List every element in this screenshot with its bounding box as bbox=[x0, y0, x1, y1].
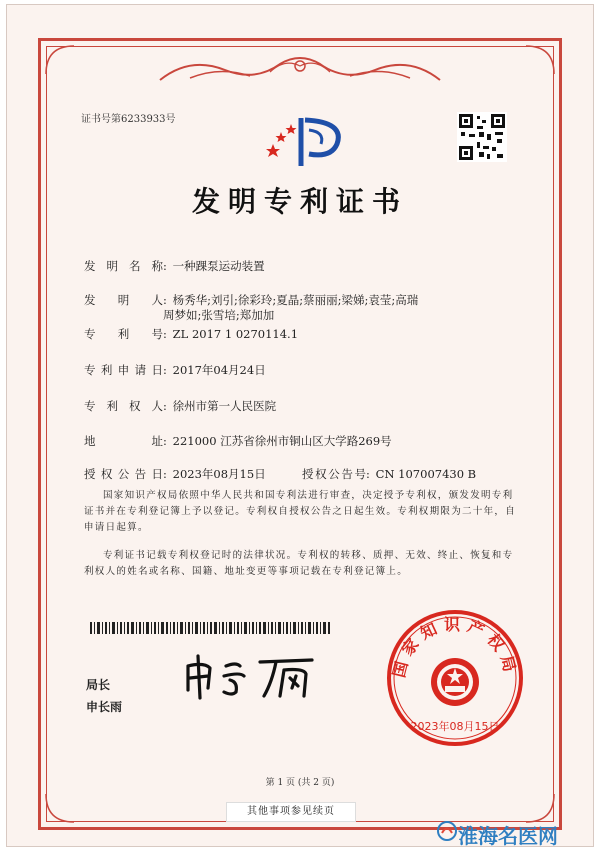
cnipa-logo bbox=[255, 110, 355, 174]
field-label: 专利号 bbox=[84, 327, 163, 341]
top-ornament bbox=[150, 52, 450, 86]
field-row-patent-number: 专利号: ZL 2017 1 0270114.1 bbox=[84, 327, 299, 341]
field-label: 地址 bbox=[84, 434, 163, 448]
field-label: 发明名称 bbox=[84, 259, 163, 273]
watermark-logo-icon bbox=[436, 820, 458, 842]
field-row-grant-date: 授权公告日: 2023年08月15日 bbox=[84, 467, 266, 481]
certificate-title: 发明专利证书 bbox=[191, 185, 408, 218]
corner-ornament-bl bbox=[44, 784, 84, 824]
field-value: 杨秀华;刘引;徐彩玲;夏晶;蔡丽丽;梁娣;袁莹;高瑞 bbox=[172, 293, 419, 307]
field-value-inventors-line2: 周梦如;张雪培;郑加加 bbox=[163, 308, 275, 322]
qr-code bbox=[457, 112, 507, 162]
seal-ring-text: 国家知识产权局 bbox=[389, 614, 521, 680]
certificate-number: 证书号第6233933号 bbox=[81, 114, 176, 125]
site-watermark: 淮海名医网 bbox=[458, 824, 558, 848]
field-row-announcement-number: 授权公告号: CN 107007430 B bbox=[302, 467, 477, 481]
registration-note: 专利证书记载专利权登记时的法律状况。专利权的转移、质押、无效、终止、恢复和专利权人的姓名或名称、国籍、地址变更等事项记载在专利登记簿上。 bbox=[84, 550, 514, 577]
continuation-note: 其他事项参见续页 bbox=[226, 802, 356, 822]
handwritten-signature bbox=[180, 652, 330, 702]
corner-ornament-br bbox=[516, 784, 556, 824]
grant-statement: 国家知识产权局依照中华人民共和国专利法进行审查，决定授予专利权，颁发发明专利证书并在专利登记簿上予以登记。专利权自授权公告之日起生效。专利权期限为二十年，自申请日起算。 bbox=[84, 490, 517, 533]
corner-ornament-tr bbox=[516, 44, 556, 84]
page-number: 第 1 页 (共 2 页) bbox=[265, 778, 335, 788]
director-title: 局长 bbox=[86, 678, 111, 692]
field-label: 授权公告日 bbox=[84, 467, 163, 481]
field-row-patentee: 专利权人: 徐州市第一人民医院 bbox=[84, 399, 277, 413]
field-value: 2023年08月15日 bbox=[172, 467, 266, 481]
field-row-address: 地址: 221000 江苏省徐州市铜山区大学路269号 bbox=[84, 434, 392, 448]
field-value: ZL 2017 1 0270114.1 bbox=[172, 327, 299, 341]
field-label: 发明人 bbox=[84, 293, 163, 307]
field-value: 2017年04月24日 bbox=[172, 363, 266, 377]
field-row-application-date: 专利申请日: 2017年04月24日 bbox=[84, 363, 266, 377]
official-seal bbox=[385, 608, 525, 748]
field-value: 221000 江苏省徐州市铜山区大学路269号 bbox=[172, 434, 392, 448]
seal-date: 2023年08月15日 bbox=[410, 720, 500, 733]
field-value: CN 107007430 B bbox=[375, 467, 477, 481]
corner-ornament-tl bbox=[44, 44, 84, 84]
field-label: 专利申请日 bbox=[84, 363, 163, 377]
field-value: 徐州市第一人民医院 bbox=[172, 399, 277, 413]
field-label: 专利权人 bbox=[84, 399, 163, 413]
field-row-invention-name: 发明名称: 一种踝泵运动装置 bbox=[84, 259, 265, 273]
field-value: 一种踝泵运动装置 bbox=[172, 259, 265, 273]
barcode bbox=[90, 622, 330, 634]
director-name: 申长雨 bbox=[86, 700, 123, 714]
field-label: 授权公告号 bbox=[302, 467, 366, 481]
national-emblem bbox=[431, 658, 479, 706]
field-row-inventors: 发明人: 杨秀华;刘引;徐彩玲;夏晶;蔡丽丽;梁娣;袁莹;高瑞 bbox=[84, 293, 419, 307]
